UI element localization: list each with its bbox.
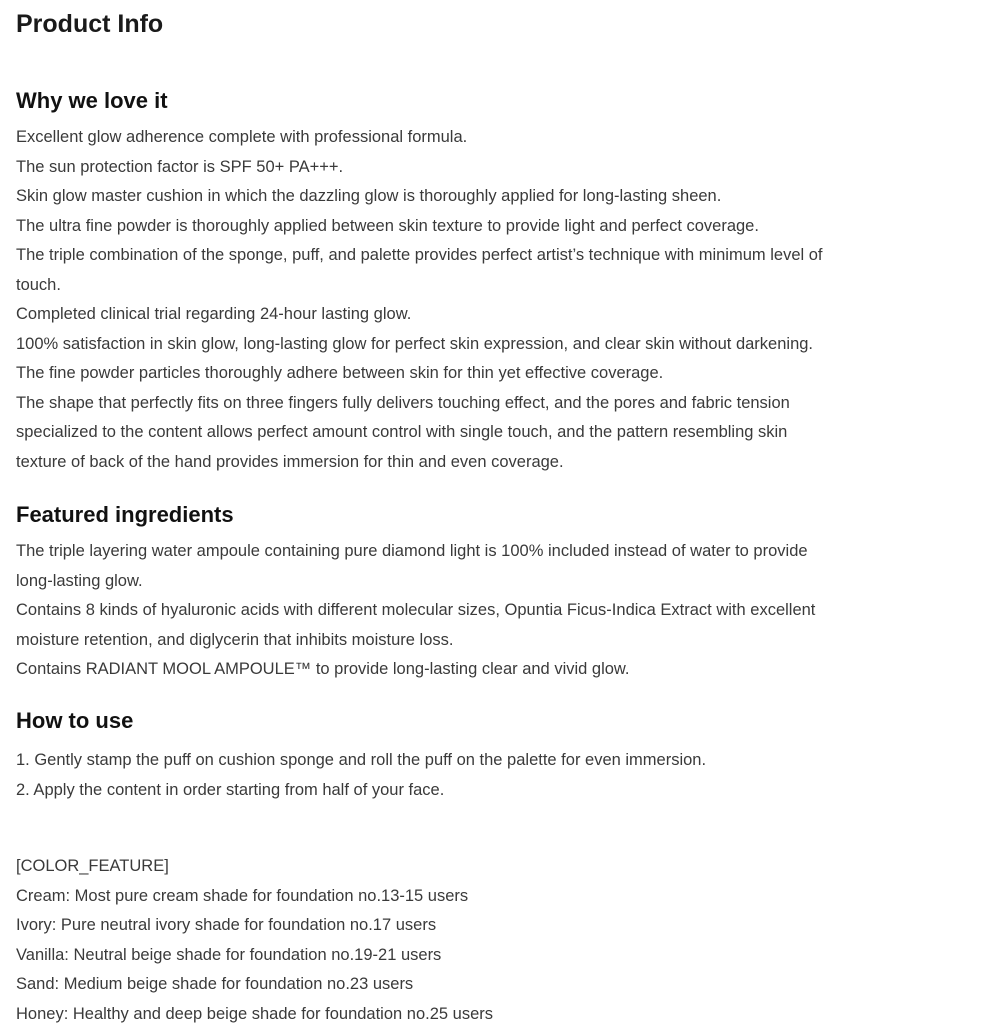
step-line: 2. Apply the content in order starting from half of your face. [16,780,445,799]
color-feature-section [16,852,996,1029]
shade-line: Sand: Medium beige shade for foundation no.23 users [16,975,414,993]
text-line: Contains RADIANT MOOL AMPOULE™ to provide long-lasting clear and vivid glow. [16,660,630,678]
shade-line: Vanilla: Neutral beige shade for foundation no.19-21 users [16,945,442,964]
text-line: Excellent glow adherence complete with professional formula. [16,128,468,146]
how-to-use-steps [16,746,996,805]
text-line: moisture retention, and diglycerin that inhibits moisture loss. [16,630,454,649]
text-line: The ultra fine powder is thoroughly applied between skin texture to provide light and perfect coverage. [16,216,759,235]
shade-line: Ivory: Pure neutral ivory shade for foundation no.17 users [16,916,437,934]
text-line: texture of back of the hand provides immersion for thin and even coverage. [16,452,564,471]
text-line: Completed clinical trial regarding 24-hour lasting glow. [16,305,412,323]
section-heading-ingredients: Featured ingredients [16,502,234,527]
text-line: Contains 8 kinds of hyaluronic acids with different molecular sizes, Opuntia Ficus-Indica Extract with excellent [16,601,816,619]
text-line: long-lasting glow. [16,571,143,590]
text-line: The triple combination of the sponge, puff, and palette provides perfect artist’s technique with minimum level of [16,246,823,264]
text-line: The sun protection factor is SPF 50+ PA+++. [16,157,344,176]
page-title: Product Info [16,10,164,38]
section-heading-how-to-use: How to use [16,708,134,733]
text-line: The shape that perfectly fits on three fingers fully delivers touching effect, and the pores and fabric tension [16,393,790,412]
why-lines [16,123,996,477]
text-line: touch. [16,275,61,294]
color-feature-label: [COLOR_FEATURE] [16,857,169,875]
how-to-use-section [16,704,996,805]
text-line: The fine powder particles thoroughly adhere between skin for thin yet effective coverage. [16,364,664,382]
color-feature-lines [16,852,996,1029]
shade-line: Honey: Healthy and deep beige shade for foundation no.25 users [16,1004,494,1023]
featured-ingredients-section [16,498,996,685]
text-line: 100% satisfaction in skin glow, long-lasting glow for perfect skin expression, and clear skin without darkening. [16,334,814,353]
section-heading-why: Why we love it [16,88,168,113]
ingredients-lines [16,537,996,685]
step-line: 1. Gently stamp the puff on cushion sponge and roll the puff on the palette for even immersion. [16,751,707,769]
text-line: Skin glow master cushion in which the dazzling glow is thoroughly applied for long-lasting sheen. [16,187,722,205]
text-line: specialized to the content allows perfect amount control with single touch, and the pattern resembling skin [16,423,788,441]
text-line: The triple layering water ampoule containing pure diamond light is 100% included instead of water to provide [16,542,808,560]
shade-line: Cream: Most pure cream shade for foundation no.13-15 users [16,886,469,905]
why-we-love-it-section [16,84,996,477]
